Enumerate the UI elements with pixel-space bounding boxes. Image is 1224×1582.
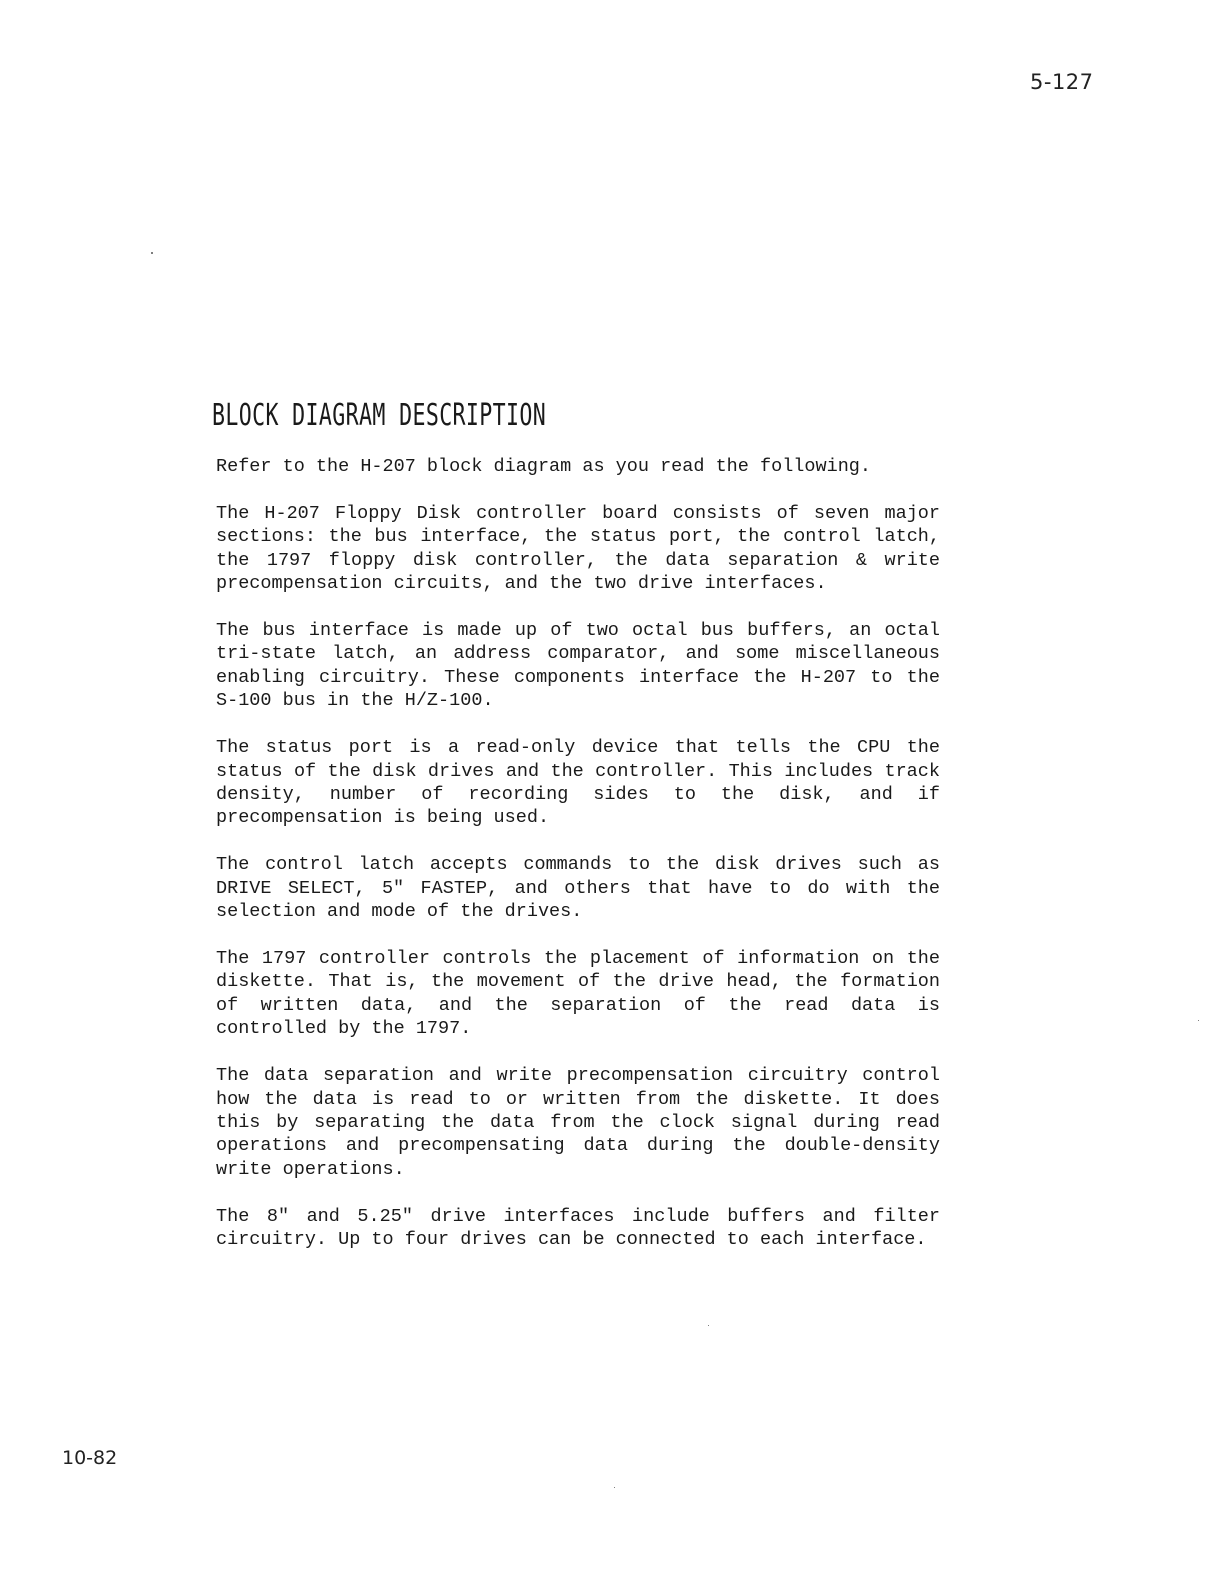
section-title: BLOCK DIAGRAM DESCRIPTION (212, 398, 547, 433)
paragraph-control-latch: The control latch accepts commands to the disk drives such as DRIVE SELECT, 5" FASTEP, and others that have to do with the selection and mode of the drives. (216, 854, 940, 923)
paragraph-status-port: The status port is a read-only device that tells the CPU the status of the disk drives and the controller. This includes track density, number of recording sides to the disk, and if precompensation is being used. (216, 737, 940, 829)
footer-date: 10-82 (62, 1447, 118, 1469)
scan-speck (614, 1487, 615, 1488)
page-number: 5-127 (1030, 70, 1094, 94)
paragraph-overview: The H-207 Floppy Disk controller board consists of seven major sections: the bus interface, the status port, the control latch, the 1797 floppy disk controller, the data separation & write precompensation circuits, and the two drive interfaces. (216, 502, 940, 595)
scan-speck (708, 1325, 709, 1326)
paragraph-drive-interfaces: The 8" and 5.25" drive interfaces include buffers and filter circuitry. Up to four drives can be connected to each interface. (216, 1205, 940, 1251)
paragraph-data-separation: The data separation and write precompensation circuitry control how the data is read to or written from the diskette. It does this by separating the data from the clock signal during read operations and precompensating data during the double-density write operations. (216, 1065, 940, 1180)
paragraph-1797-controller: The 1797 controller controls the placement of information on the diskette. That is, the movement of the drive head, the formation of written data, and the separation of the read data is controlled by the 1797. (216, 948, 940, 1040)
paragraph-bus-interface: The bus interface is made up of two octal bus buffers, an octal tri-state latch, an address comparator, and some miscellaneous enabling circuitry. These components interface the H-207 to the S-100 bus in the H/Z-100. (216, 620, 940, 712)
body-text (216, 455, 940, 1275)
scan-speck (151, 252, 153, 254)
paragraph-intro: Refer to the H-207 block diagram as you read the following. (216, 456, 872, 477)
scan-speck (1198, 1020, 1199, 1021)
